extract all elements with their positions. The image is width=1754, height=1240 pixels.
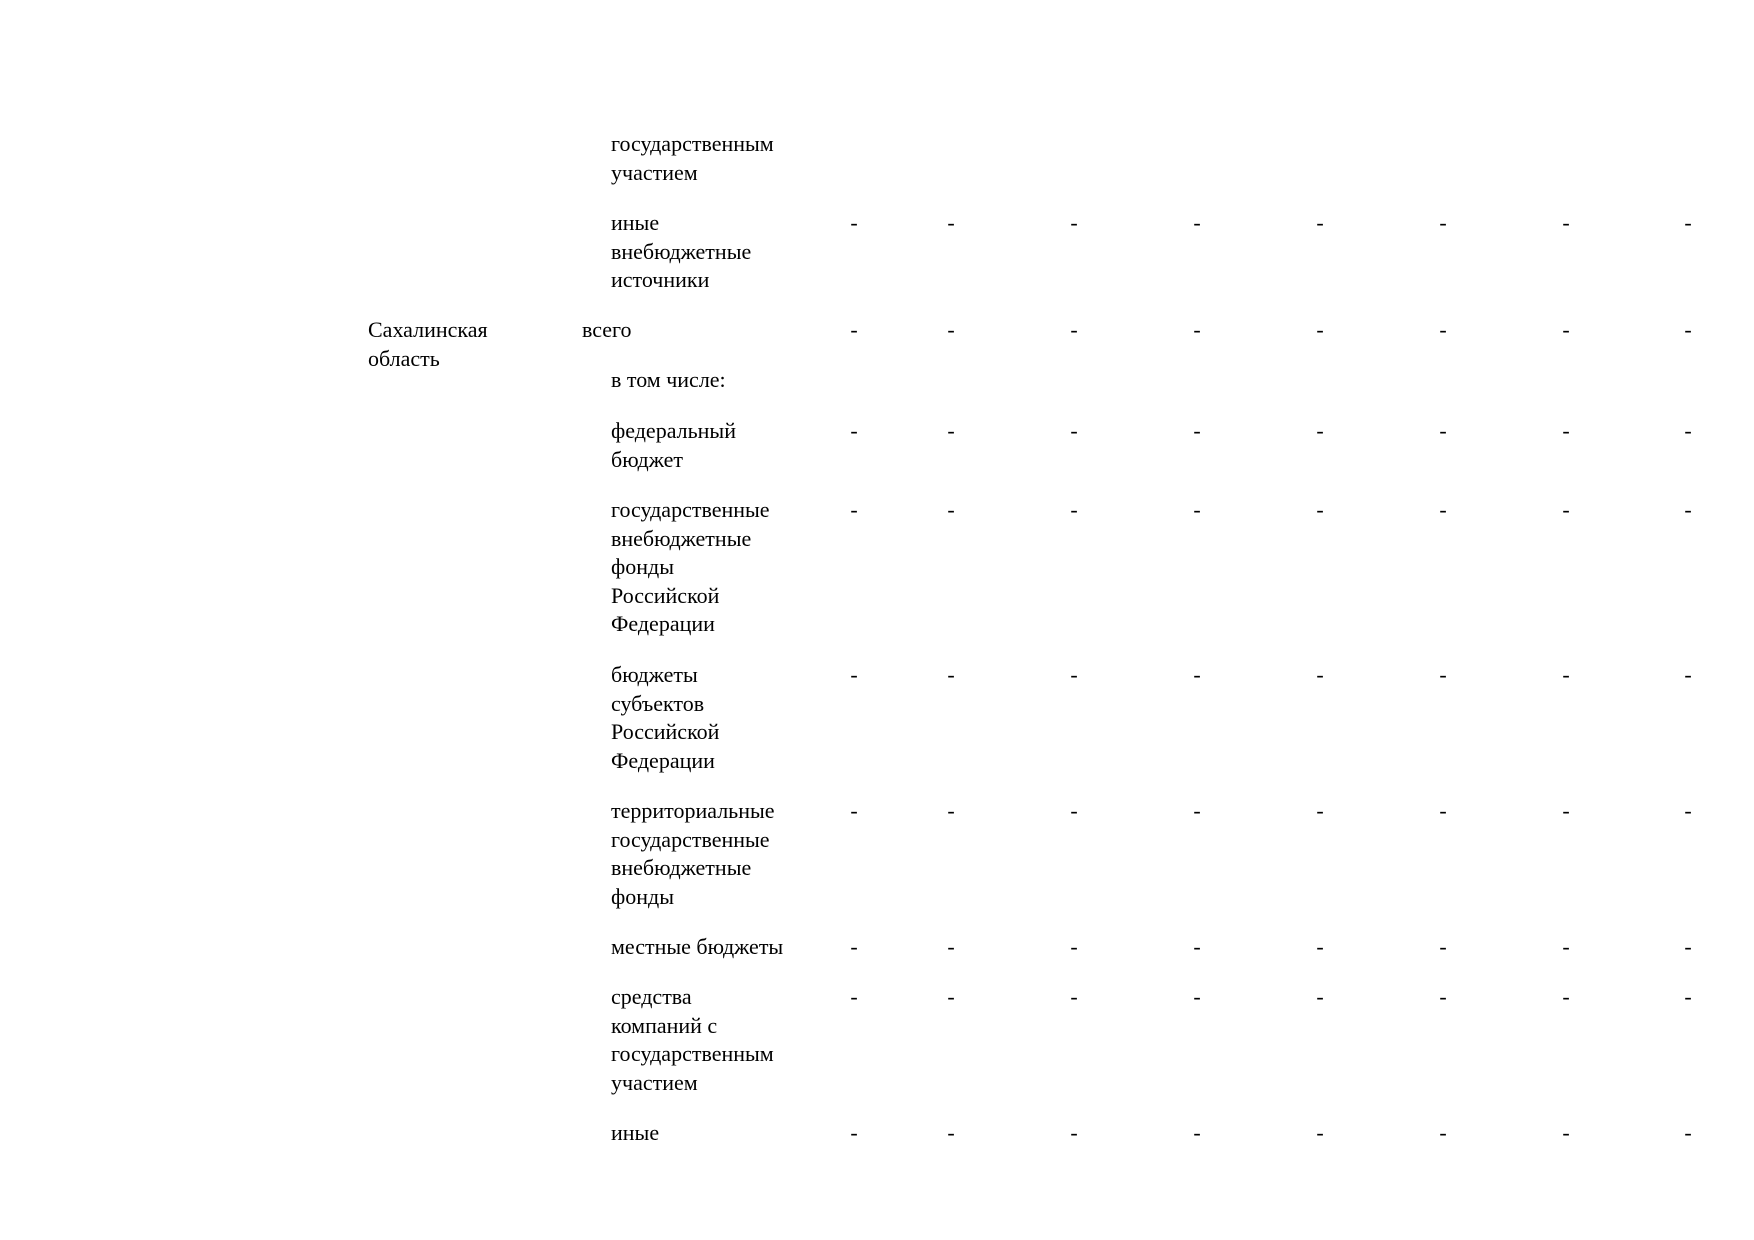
value-cell: - [850, 934, 858, 959]
value-cell: - [850, 210, 858, 235]
value-cell: - [1193, 210, 1201, 235]
value-cell: - [1684, 662, 1692, 687]
value-cell: - [1193, 984, 1201, 1009]
row-label-line: фонды [611, 554, 675, 579]
value-cell: - [850, 1120, 858, 1145]
value-cell: - [1316, 418, 1324, 443]
value-cell: - [850, 662, 858, 687]
value-cell: - [947, 418, 955, 443]
value-cell: - [1193, 662, 1201, 687]
row-label-line: внебюджетные [611, 855, 752, 880]
row-label [582, 316, 782, 345]
value-cell: - [1316, 798, 1324, 823]
value-cell: - [1193, 497, 1201, 522]
row-label-line: субъектов [611, 690, 705, 716]
value-cell: - [1316, 317, 1324, 342]
region-name-line: область [368, 345, 440, 371]
row-label [611, 933, 811, 962]
value-cell: - [1684, 1120, 1692, 1145]
row-label-line: Федерации [611, 747, 715, 773]
row-label-line: Российской [611, 582, 720, 608]
row-label-line: бюджеты [611, 662, 698, 687]
row-label-line: местные бюджеты [611, 934, 784, 959]
row-label-line: государственным [611, 131, 774, 156]
value-cell: - [1316, 934, 1324, 959]
value-cell: - [1070, 984, 1078, 1009]
value-cell: - [1193, 317, 1201, 342]
value-cell: - [947, 210, 955, 235]
value-cell: - [850, 317, 858, 342]
value-cell: - [1562, 418, 1570, 443]
row-label [611, 417, 811, 474]
value-cell: - [947, 497, 955, 522]
value-cell: - [1193, 1120, 1201, 1145]
value-cell: - [1070, 798, 1078, 823]
row-label-line: федеральный [611, 418, 736, 443]
row-label [611, 797, 811, 911]
value-cell: - [1562, 497, 1570, 522]
value-cell: - [1439, 1120, 1447, 1145]
value-cell: - [1439, 418, 1447, 443]
row-label-line: иные [611, 210, 660, 235]
value-cell: - [1070, 1120, 1078, 1145]
value-cell: - [1193, 418, 1201, 443]
row-label-line: иные [611, 1120, 660, 1145]
value-cell: - [947, 662, 955, 687]
value-cell: - [1316, 497, 1324, 522]
value-cell: - [850, 798, 858, 823]
value-cell: - [1684, 497, 1692, 522]
value-cell: - [1562, 1120, 1570, 1145]
row-label-line: внебюджетные [611, 238, 752, 264]
row-label-line: государственные [611, 497, 770, 522]
value-cell: - [947, 984, 955, 1009]
value-cell: - [947, 1120, 955, 1145]
value-cell: - [1439, 317, 1447, 342]
row-label [611, 209, 811, 295]
row-label-line: Российской [611, 719, 720, 744]
value-cell: - [1070, 317, 1078, 342]
row-label-line: Федерации [611, 611, 715, 636]
value-cell: - [1562, 934, 1570, 959]
row-label [611, 1119, 811, 1148]
value-cell: - [1684, 418, 1692, 443]
row-label-line: компаний с [611, 1012, 718, 1038]
row-label [611, 496, 811, 639]
value-cell: - [1439, 984, 1447, 1009]
row-label-line: территориальные [611, 798, 775, 823]
value-cell: - [850, 418, 858, 443]
value-cell: - [1316, 662, 1324, 687]
value-cell: - [1684, 934, 1692, 959]
value-cell: - [1562, 210, 1570, 235]
row-label-line: всего [582, 317, 632, 342]
value-cell: - [947, 934, 955, 959]
value-cell: - [1562, 798, 1570, 823]
value-cell: - [1439, 798, 1447, 823]
value-cell: - [1684, 210, 1692, 235]
row-label-line: фонды [611, 883, 675, 909]
row-label [611, 983, 811, 1097]
value-cell: - [1439, 497, 1447, 522]
value-cell: - [1562, 662, 1570, 687]
row-label-line: внебюджетные [611, 525, 752, 551]
value-cell: - [1562, 984, 1570, 1009]
value-cell: - [1193, 798, 1201, 823]
value-cell: - [1562, 317, 1570, 342]
row-label-line: бюджет [611, 446, 683, 472]
value-cell: - [1684, 798, 1692, 823]
value-cell: - [947, 317, 955, 342]
value-cell: - [1193, 934, 1201, 959]
value-cell: - [1684, 984, 1692, 1009]
value-cell: - [1316, 210, 1324, 235]
row-label [611, 661, 811, 775]
value-cell: - [1070, 418, 1078, 443]
row-label-line: в том числе: [611, 367, 726, 392]
value-cell: - [1316, 1120, 1324, 1145]
row-label [611, 366, 811, 395]
value-cell: - [1070, 934, 1078, 959]
row-label-line: государственным [611, 1041, 774, 1066]
row-label-line: источники [611, 267, 710, 292]
value-cell: - [850, 984, 858, 1009]
value-cell: - [1439, 210, 1447, 235]
region-name [368, 316, 568, 373]
value-cell: - [1070, 497, 1078, 522]
row-label-line: средства [611, 984, 692, 1009]
value-cell: - [1316, 984, 1324, 1009]
row-label-line: участием [611, 159, 698, 185]
row-label-line: участием [611, 1069, 698, 1095]
value-cell: - [850, 497, 858, 522]
row-label-line: государственные [611, 826, 770, 852]
row-label [611, 130, 811, 187]
value-cell: - [1439, 934, 1447, 959]
value-cell: - [947, 798, 955, 823]
value-cell: - [1684, 317, 1692, 342]
region-name-line: Сахалинская [368, 317, 488, 342]
value-cell: - [1439, 662, 1447, 687]
value-cell: - [1070, 210, 1078, 235]
value-cell: - [1070, 662, 1078, 687]
